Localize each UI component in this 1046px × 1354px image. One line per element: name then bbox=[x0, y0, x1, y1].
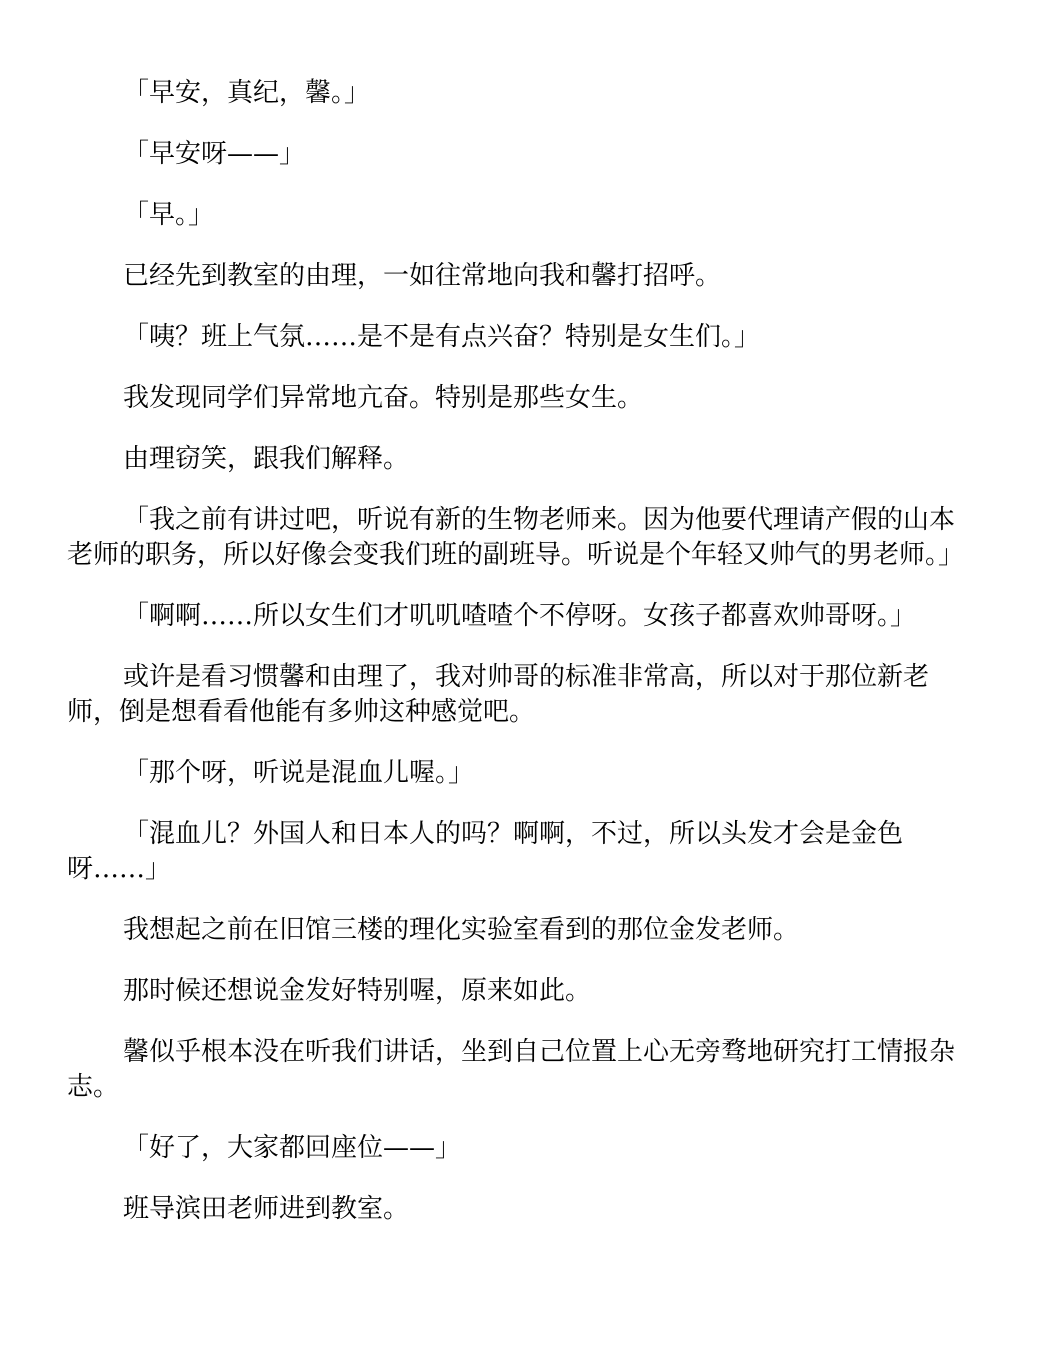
paragraph: 由理窃笑，跟我们解释。 bbox=[123, 444, 410, 474]
paragraph: 或许是看习惯馨和由理了，我对帅哥的标准非常高，所以对于那位新老师，倒是想看看他能有多帅这种感觉吧。 bbox=[67, 662, 930, 727]
paragraph: 班导滨田老师进到教室。 bbox=[123, 1194, 410, 1224]
paragraph: 「早安呀——」 bbox=[123, 139, 306, 169]
paragraph: 已经先到教室的由理，一如往常地向我和馨打招呼。 bbox=[123, 261, 722, 291]
paragraph: 「早。」 bbox=[123, 200, 215, 230]
paragraph: 「早安，真纪，馨。」 bbox=[123, 78, 371, 108]
paragraph: 我发现同学们异常地亢奋。特别是那些女生。 bbox=[123, 383, 644, 413]
paragraph: 那时候还想说金发好特别喔，原来如此。 bbox=[123, 976, 592, 1006]
paragraph: 「我之前有讲过吧，听说有新的生物老师来。因为他要代理请产假的山本老师的职务，所以好像会变我们班的副班导。听说是个年轻又帅气的男老师。」 bbox=[67, 505, 965, 570]
paragraph: 「混血儿？外国人和日本人的吗？啊啊，不过，所以头发才会是金色呀……」 bbox=[67, 819, 904, 884]
page-body bbox=[67, 76, 977, 1253]
paragraph: 「啊啊……所以女生们才叽叽喳喳个不停呀。女孩子都喜欢帅哥呀。」 bbox=[123, 601, 917, 631]
paragraph: 馨似乎根本没在听我们讲话，坐到自己位置上心无旁骛地研究打工情报杂志。 bbox=[67, 1037, 956, 1102]
paragraph: 「好了，大家都回座位——」 bbox=[123, 1133, 462, 1163]
paragraph: 我想起之前在旧馆三楼的理化实验室看到的那位金发老师。 bbox=[123, 915, 800, 945]
paragraph: 「那个呀，听说是混血儿喔。」 bbox=[123, 758, 475, 788]
paragraph: 「咦？班上气氛……是不是有点兴奋？特别是女生们。」 bbox=[123, 322, 761, 352]
